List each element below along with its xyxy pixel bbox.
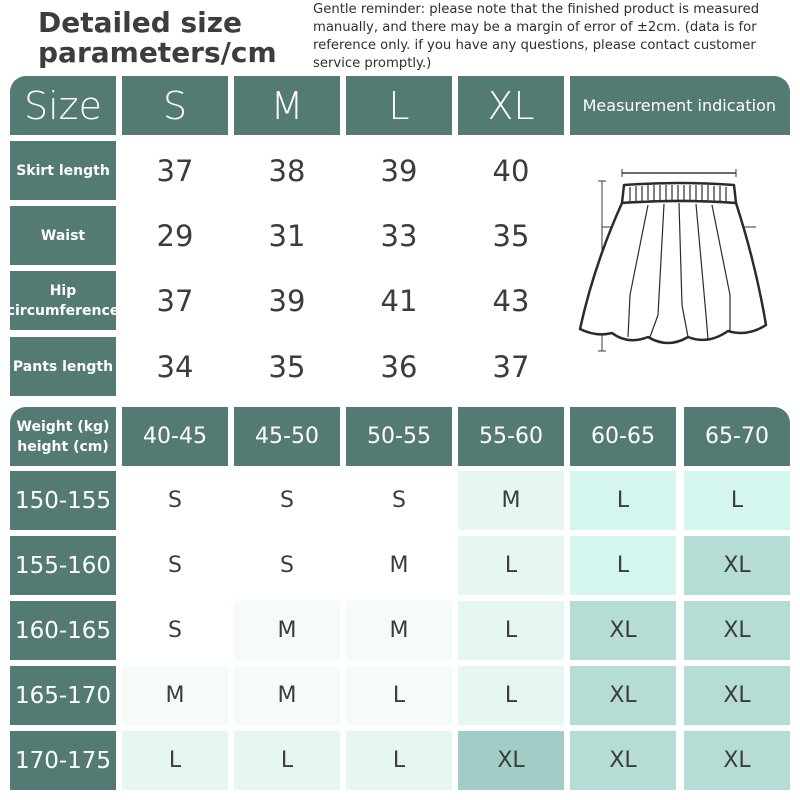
- weight-header: 55-60: [458, 407, 564, 466]
- size-header-label: Size: [10, 76, 116, 135]
- recommended-size-cell: S: [122, 601, 228, 660]
- height-row-label: 150-155: [10, 471, 116, 530]
- reminder-note: Gentle reminder: please note that the finished product is measured manually, and there may be a margin of error of ±2cm. (data is for reference only. if you have any questions, please contact customer service promptly.): [313, 2, 760, 71]
- size-value-cell: 34: [156, 349, 194, 384]
- measurement-header: Measurement indication: [570, 76, 790, 135]
- weight-header: 40-45: [122, 407, 228, 466]
- recommended-size-cell: S: [234, 536, 340, 595]
- size-value-cell: 38: [268, 153, 306, 188]
- recommended-size-cell: L: [458, 601, 564, 660]
- height-row-label: 165-170: [10, 666, 116, 725]
- size-value-cell: 29: [156, 218, 194, 253]
- size-value-cell: 40: [492, 153, 530, 188]
- recommended-size-cell: S: [234, 471, 340, 530]
- size-value-cell: 37: [492, 349, 530, 384]
- size-header-m: M: [234, 76, 340, 135]
- page-title: Detailed size parameters/cm: [38, 6, 277, 69]
- recommended-size-cell: S: [346, 471, 452, 530]
- recommended-size-cell: S: [122, 471, 228, 530]
- size-value-cell: 31: [268, 218, 306, 253]
- recommended-size-cell: L: [458, 666, 564, 725]
- recommended-size-cell: XL: [684, 666, 790, 725]
- recommended-size-cell: XL: [684, 536, 790, 595]
- recommended-size-cell: L: [684, 471, 790, 530]
- recommended-size-cell: L: [570, 471, 676, 530]
- size-row-label: Hip circumference: [10, 271, 116, 330]
- skirt-icon: [578, 165, 768, 355]
- size-row-label: Pants length: [10, 337, 116, 396]
- size-row-label: Skirt length: [10, 141, 116, 200]
- recommended-size-cell: M: [234, 601, 340, 660]
- recommended-size-cell: M: [122, 666, 228, 725]
- recommended-size-cell: S: [122, 536, 228, 595]
- size-value-cell: 37: [156, 283, 194, 318]
- height-row-label: 160-165: [10, 601, 116, 660]
- recommended-size-cell: XL: [570, 601, 676, 660]
- height-row-label: 155-160: [10, 536, 116, 595]
- size-header-l: L: [346, 76, 452, 135]
- recommended-size-cell: L: [346, 666, 452, 725]
- recommended-size-cell: M: [458, 471, 564, 530]
- size-value-cell: 36: [380, 349, 418, 384]
- recommended-size-cell: XL: [684, 601, 790, 660]
- size-row-label: Waist: [10, 206, 116, 265]
- size-value-cell: 39: [268, 283, 306, 318]
- recommended-size-cell: M: [234, 666, 340, 725]
- size-header-xl: XL: [458, 76, 564, 135]
- size-value-cell: 39: [380, 153, 418, 188]
- recommended-size-cell: M: [346, 601, 452, 660]
- recommended-size-cell: L: [122, 731, 228, 790]
- weight-height-corner: Weight (kg) height (cm): [10, 407, 116, 466]
- weight-header: 60-65: [570, 407, 676, 466]
- weight-header: 50-55: [346, 407, 452, 466]
- recommended-size-cell: XL: [458, 731, 564, 790]
- size-value-cell: 37: [156, 153, 194, 188]
- recommended-size-cell: XL: [684, 731, 790, 790]
- recommended-size-cell: L: [570, 536, 676, 595]
- size-value-cell: 35: [268, 349, 306, 384]
- recommended-size-cell: M: [346, 536, 452, 595]
- size-value-cell: 43: [492, 283, 530, 318]
- height-row-label: 170-175: [10, 731, 116, 790]
- weight-header: 65-70: [684, 407, 790, 466]
- size-value-cell: 33: [380, 218, 418, 253]
- recommended-size-cell: XL: [570, 666, 676, 725]
- recommended-size-cell: L: [346, 731, 452, 790]
- weight-header: 45-50: [234, 407, 340, 466]
- size-header-s: S: [122, 76, 228, 135]
- size-value-cell: 41: [380, 283, 418, 318]
- recommended-size-cell: L: [458, 536, 564, 595]
- size-value-cell: 35: [492, 218, 530, 253]
- recommended-size-cell: L: [234, 731, 340, 790]
- recommended-size-cell: XL: [570, 731, 676, 790]
